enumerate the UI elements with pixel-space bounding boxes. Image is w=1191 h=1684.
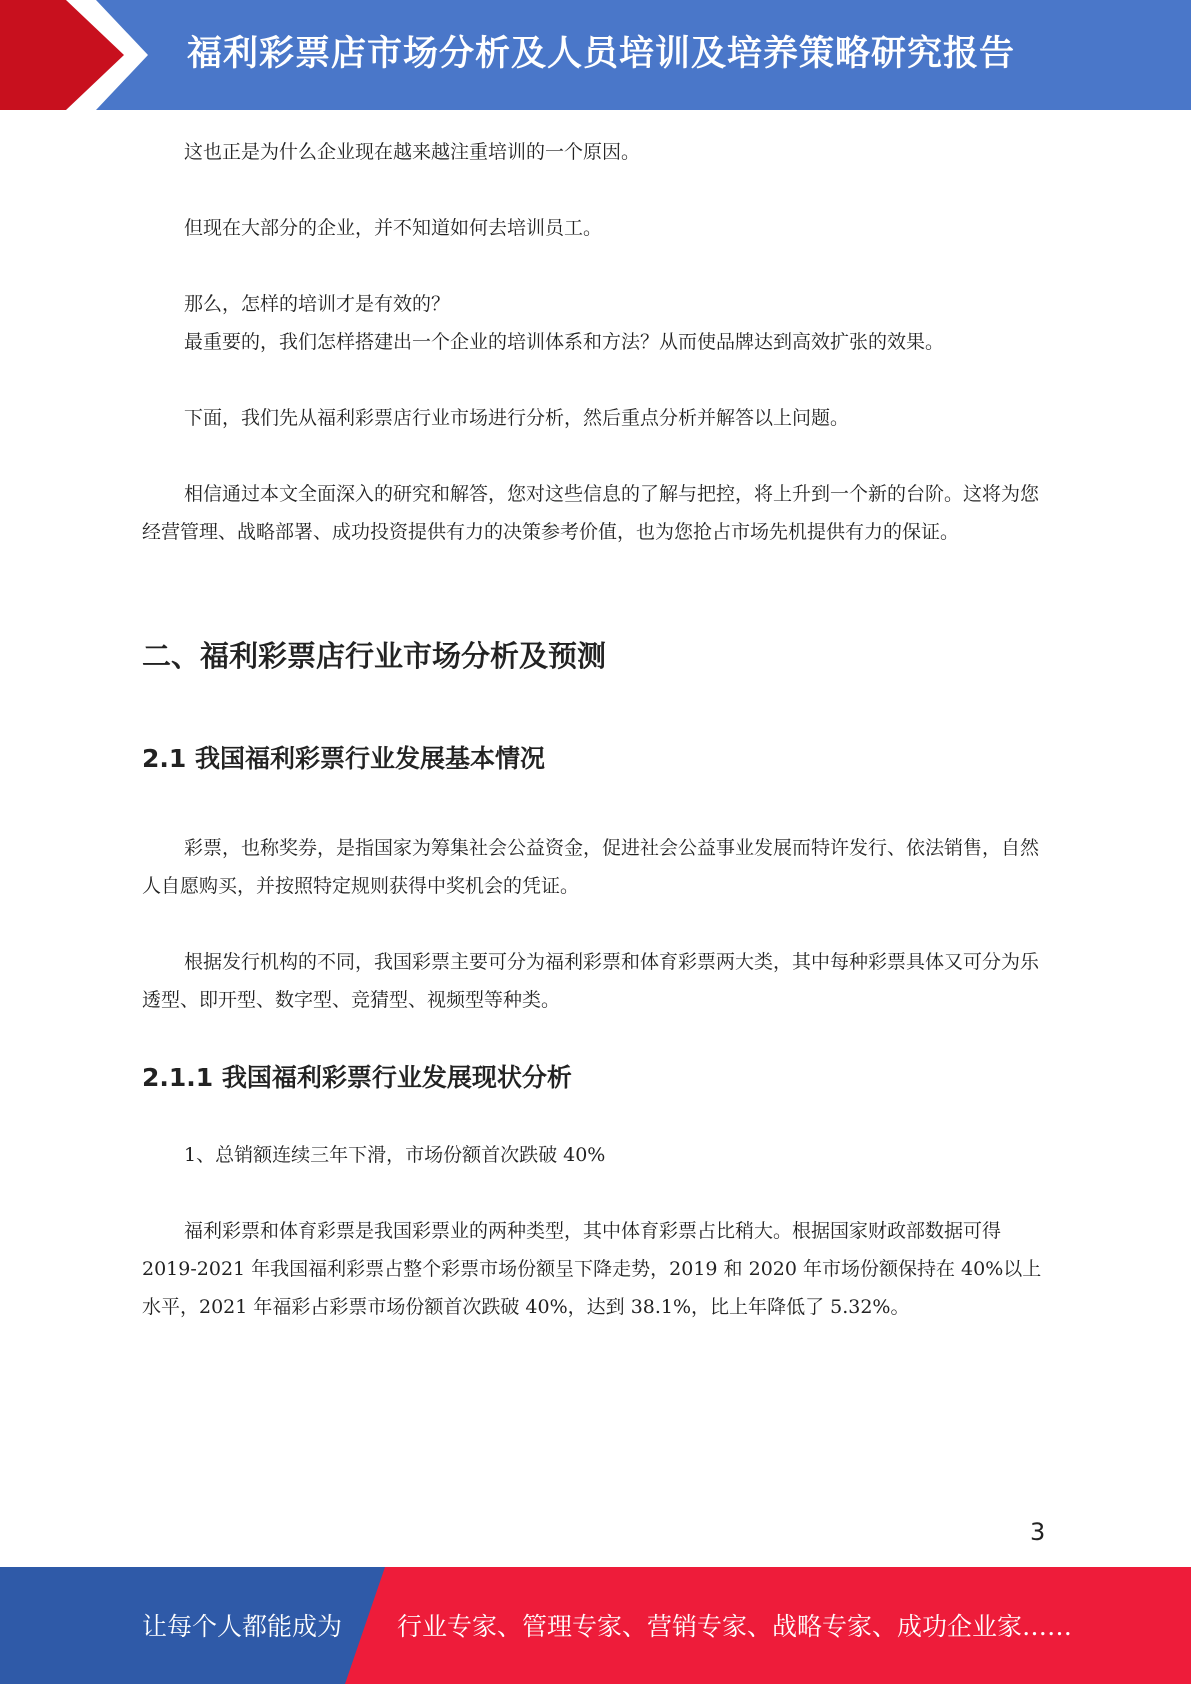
subsection-heading: 2.1.1 我国福利彩票行业发展现状分析 [142, 1063, 572, 1092]
footer-slogan-right: 行业专家、管理专家、营销专家、战略专家、成功企业家…… [397, 1612, 1073, 1641]
paragraph: 1、总销额连续三年下滑，市场份额首次跌破 40% [184, 1144, 606, 1166]
paragraph: 最重要的，我们怎样搭建出一个企业的培训体系和方法？从而使品牌达到高效扩张的效果。 [184, 331, 945, 353]
section-heading: 二、福利彩票店行业市场分析及预测 [142, 639, 607, 673]
page-footer [0, 1567, 1191, 1684]
subsection-heading: 2.1 我国福利彩票行业发展基本情况 [142, 744, 545, 773]
paragraph: 那么，怎样的培训才是有效的？ [184, 293, 451, 315]
paragraph: 根据发行机构的不同，我国彩票主要可分为福利彩票和体育彩票两大类，其中每种彩票具体又可分为乐透型、即开型、数字型、竞猜型、视频型等种类。 [142, 951, 1040, 1011]
footer-slogan-left: 让每个人都能成为 [142, 1612, 343, 1641]
paragraph: 但现在大部分的企业，并不知道如何去培训员工。 [184, 217, 603, 239]
report-title: 福利彩票店市场分析及人员培训及培养策略研究报告 [187, 34, 1016, 74]
paragraph: 下面，我们先从福利彩票店行业市场进行分析，然后重点分析并解答以上问题。 [184, 407, 850, 429]
paragraph: 这也正是为什么企业现在越来越注重培训的一个原因。 [184, 141, 641, 163]
paragraph: 相信通过本文全面深入的研究和解答，您对这些信息的了解与把控，将上升到一个新的台阶。这将为您经营管理、战略部署、成功投资提供有力的决策参考价值，也为您抢占市场先机提供有力的保证。 [142, 483, 1040, 543]
paragraph: 彩票，也称奖券，是指国家为筹集社会公益资金，促进社会公益事业发展而特许发行、依法销售，自然人自愿购买，并按照特定规则获得中奖机会的凭证。 [142, 837, 1040, 897]
page-number: 3 [1030, 1518, 1046, 1546]
page-header [0, 0, 1191, 110]
paragraph: 福利彩票和体育彩票是我国彩票业的两种类型，其中体育彩票占比稍大。根据国家财政部数据可得 2019-2021 年我国福利彩票占整个彩票市场份额呈下降走势，2019 和 2020 年市场份额保持在 40%以上水平，2021 年福彩占彩票市场份额首次跌破 40%，达到 38.1%，比上年降低了 5.32%。 [142, 1220, 1042, 1318]
